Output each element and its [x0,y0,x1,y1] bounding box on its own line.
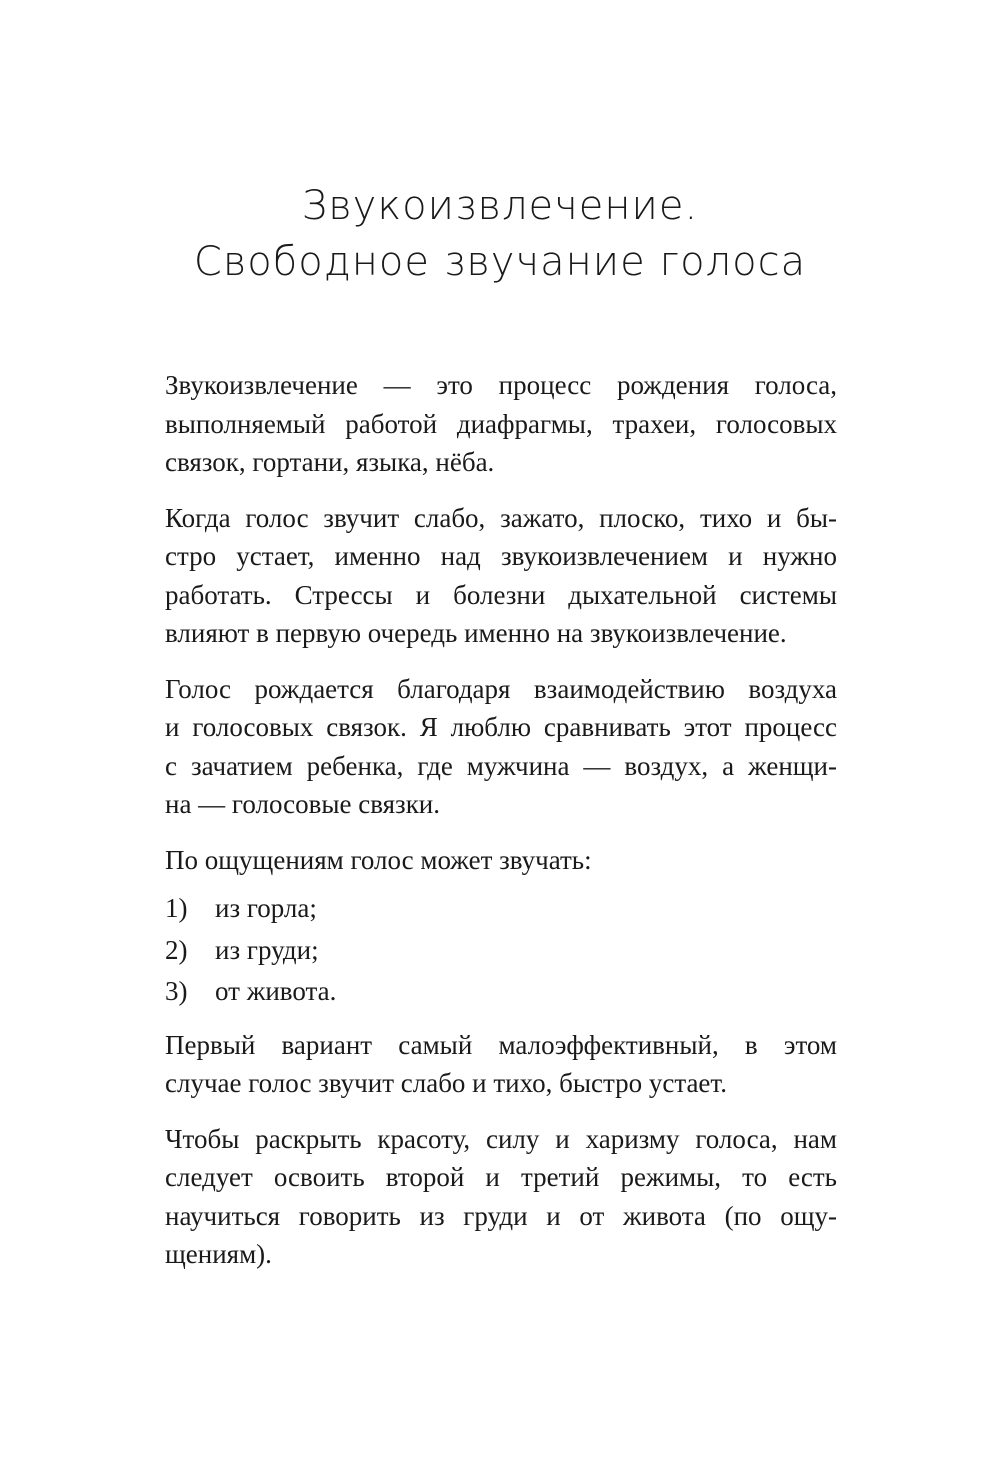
list-item [165,931,837,970]
list-item-text: из горла; [215,893,317,923]
text-line: следует освоить второй и третий режимы, то есть [165,1162,837,1192]
paragraph-6 [165,1120,837,1274]
paragraph-3 [165,670,837,824]
chapter-title [0,178,1000,290]
list-item-number: 2) [165,934,188,965]
chapter-title-line-1: Звукоизвлечение. [301,183,699,229]
list-item-text: из груди; [215,934,319,965]
list-item [165,972,837,1011]
paragraph-1 [165,366,837,482]
text-line: связок, гортани, языка, нёба. [165,447,495,477]
text-line: научиться говорить из груди и от живота (по ощу- [165,1200,837,1231]
text-line: Голос рождается благодаря взаимодействию воздуха [165,673,837,704]
text-line: случае голос звучит слабо и тихо, быстро устает. [165,1068,727,1098]
list-item [165,889,837,928]
text-line: с зачатием ребенка, где мужчина — воздух, а женщи- [165,750,837,781]
text-line: влияют в первую очередь именно на звукоизвлечение. [165,618,787,648]
text-line: выполняемый работой диафрагмы, трахеи, голосовых [165,408,837,439]
paragraph-5 [165,1026,837,1103]
text-line: По ощущениям голос может звучать: [165,844,592,875]
text-line: работать. Стрессы и болезни дыхательной системы [165,579,837,610]
paragraph-2 [165,499,837,653]
chapter-title-line-2: Свободное звучание голоса [193,239,807,285]
text-line: Когда голос звучит слабо, зажато, плоско, тихо и бы- [165,502,837,533]
text-line: Звукоизвлечение — это процесс рождения голоса, [165,370,837,400]
text-line: стро устает, именно над звукоизвлечением и нужно [165,541,837,571]
text-line: и голосовых связок. Я люблю сравнивать этот процесс [165,712,837,742]
body-text [165,366,837,1291]
numbered-list [165,889,837,1011]
list-item-text: от живота. [215,976,337,1006]
text-line: на — голосовые связки. [165,789,441,819]
text-line: Первый вариант самый малоэффективный, в этом [165,1029,837,1060]
list-item-number: 3) [165,976,188,1006]
paragraph-4 [165,841,837,880]
list-item-number: 1) [165,893,188,923]
text-line: Чтобы раскрыть красоту, силу и харизму голоса, нам [165,1123,837,1154]
text-line: щениям). [165,1239,272,1269]
